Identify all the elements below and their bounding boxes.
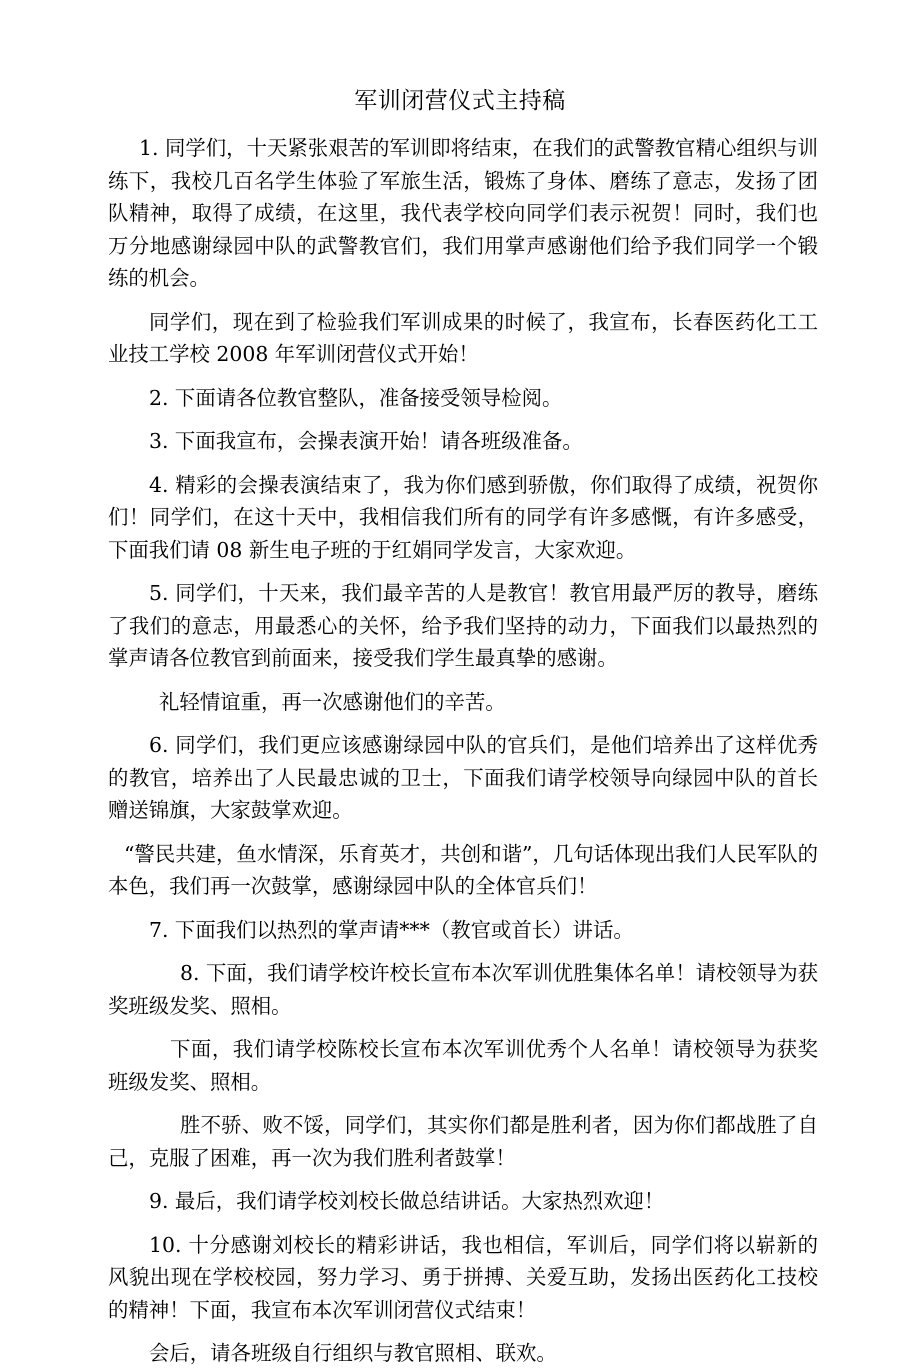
paragraph-13: 胜不骄、败不馁，同学们，其实你们都是胜利者，因为你们都战胜了自己，克服了困难，再一次为我们胜利者鼓掌！ — [108, 1113, 818, 1170]
paragraph-8: 6. 同学们，我们更应该感谢绿园中队的官兵们，是他们培养出了这样优秀的教官，培养出了人民最忠诚的卫士，下面我们请学校领导向绿园中队的首长赠送锦旗，大家鼓掌欢迎。 — [108, 733, 818, 822]
paragraph-12: 下面，我们请学校陈校长宣布本次军训优秀个人名单！请校领导为获奖班级发奖、照相。 — [108, 1037, 818, 1094]
paragraph-2: 同学们，现在到了检验我们军训成果的时候了，我宣布，长春医药化工工业技工学校 2008 年军训闭营仪式开始！ — [108, 309, 818, 366]
paragraph-9: “警民共建，鱼水情深，乐育英才，共创和谐”，几句话体现出我们人民军队的本色，我们再一次鼓掌，感谢绿园中队的全体官兵们！ — [108, 841, 818, 898]
paragraph-14: 9. 最后，我们请学校刘校长做总结讲话。大家热烈欢迎！ — [149, 1189, 665, 1213]
paragraph-3: 2. 下面请各位教官整队，准备接受领导检阅。 — [149, 385, 563, 410]
paragraph-4: 3. 下面我宣布，会操表演开始！请各班级准备。 — [149, 429, 583, 453]
paragraph-10: 7. 下面我们以热烈的掌声请***（教官或首长）讲话。 — [149, 917, 634, 942]
document-body — [108, 132, 818, 1370]
paragraph-15: 10. 十分感谢刘校长的精彩讲话，我也相信，军训后，同学们将以崭新的风貌出现在学校校园，努力学习、勇于拼搏、关爱互助，发扬出医药化工技校的精神！下面，我宣布本次军训闭营仪式结束！ — [108, 1232, 818, 1322]
paragraph-16: 会后，请各班级自行组织与教官照相、联欢。 — [149, 1341, 557, 1365]
paragraph-5: 4. 精彩的会操表演结束了，我为你们感到骄傲，你们取得了成绩，祝贺你们！同学们，在这十天中，我相信我们所有的同学有许多感慨，有许多感受，下面我们请 08 新生电子班的于红娟同学发言，大家欢迎。 — [108, 472, 818, 562]
paragraph-11: 8. 下面，我们请学校许校长宣布本次军训优胜集体名单！请校领导为获奖班级发奖、照相。 — [108, 961, 818, 1018]
document-title: 军训闭营仪式主持稿 — [354, 88, 566, 114]
paragraph-7: 礼轻情谊重，再一次感谢他们的辛苦。 — [159, 689, 506, 714]
paragraph-6: 5. 同学们，十天来，我们最辛苦的人是教官！教官用最严厉的教导，磨练了我们的意志，用最悉心的关怀，给予我们坚持的动力，下面我们以最热烈的掌声请各位教官到前面来，接受我们学生最真挚的感谢。 — [108, 581, 818, 670]
paragraph-1: 1. 同学们，十天紧张艰苦的军训即将结束，在我们的武警教官精心组织与训练下，我校几百名学生体验了军旅生活，锻炼了身体、磨练了意志，发扬了团队精神，取得了成绩，在这里，我代表学校向同学们表示祝贺！同时，我们也万分地感谢绿园中队的武警教官们，我们用掌声感谢他们给予我们同学一个锻练的机会。 — [108, 136, 818, 290]
